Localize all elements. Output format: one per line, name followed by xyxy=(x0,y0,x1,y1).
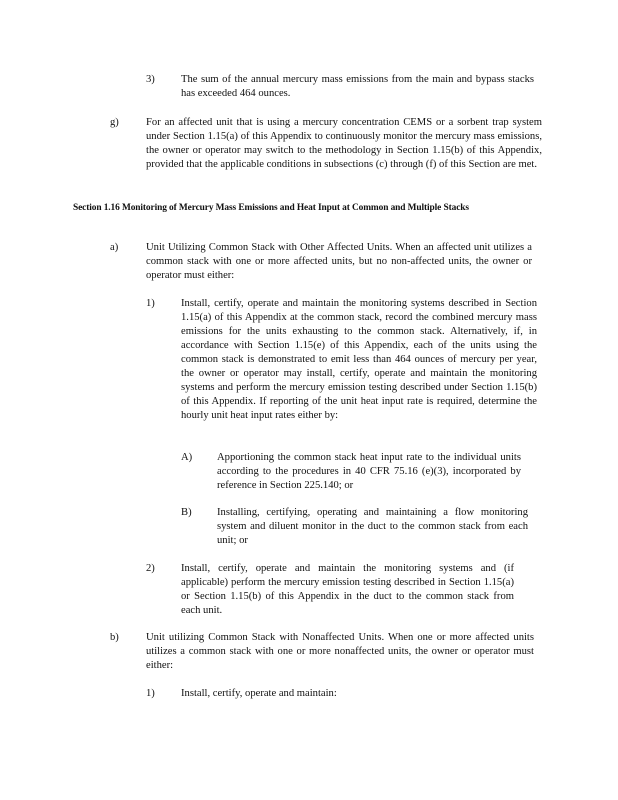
item-a-2-label: 2) xyxy=(146,563,155,574)
option-b-label: B) xyxy=(181,507,192,518)
item-b-1-label: 1) xyxy=(146,688,155,699)
item-a-2-text: Install, certify, operate and maintain the monitoring systems and (if applicable) perform the mercury emission testing described in Section 1.15(a) or Section 1.15(b) of this Appendix in the duct to the common stack from each unit. xyxy=(181,563,514,616)
item-a-1-text: Install, certify, operate and maintain the monitoring systems described in Section 1.15(a) of this Appendix at the common stack, record the combined mercury mass emissions for the units exhausting to the common stack. Alternatively, if, in accordance with Section 1.15(e) of this Appendix, each of the units using the common stack is demonstrated to emit less than 464 ounces of mercury per year, the owner or operator may install, certify, operate and maintain the monitoring systems and perform the mercury emission testing described under Section 1.15(b) of this Appendix. If reporting of the unit heat input rate is required, determine the hourly unit heat input rates either by: xyxy=(181,298,537,421)
item-a-text: Unit Utilizing Common Stack with Other Affected Units. When an affected unit utilizes a common stack with one or more affected units, but no non-affected units, the owner or operator must either: xyxy=(146,242,532,281)
item-3-label: 3) xyxy=(146,74,155,85)
option-a-label: A) xyxy=(181,452,193,463)
item-a-label: a) xyxy=(110,242,119,253)
item-b-text: Unit utilizing Common Stack with Nonaffected Units. When one or more affected units utilizes a common stack with one or more nonaffected units, the owner or operator must either: xyxy=(146,632,534,671)
item-b-label: b) xyxy=(110,632,119,643)
item-g-label: g) xyxy=(110,117,119,128)
item-g-text: For an affected unit that is using a mercury concentration CEMS or a sorbent trap system under Section 1.15(a) of this Appendix to continuously monitor the mercury mass emissions, the owner or operator may switch to the methodology in Section 1.15(b) of this Appendix, provided that the applicable conditions in subsections (c) through (f) of this Section are met. xyxy=(146,117,542,170)
option-a-text: Apportioning the common stack heat input rate to the individual units according to the procedures in 40 CFR 75.16 (e)(3), incorporated by reference in Section 225.140; or xyxy=(217,452,521,491)
item-3-text: The sum of the annual mercury mass emissions from the main and bypass stacks has exceeded 464 ounces. xyxy=(181,74,534,99)
item-a-1-label: 1) xyxy=(146,298,155,309)
item-b-1-text: Install, certify, operate and maintain: xyxy=(181,688,337,699)
section-heading: Section 1.16 Monitoring of Mercury Mass Emissions and Heat Input at Common and Multiple Stacks xyxy=(73,203,469,213)
option-b-text: Installing, certifying, operating and maintaining a flow monitoring system and diluent monitor in the duct to the common stack from each unit; or xyxy=(217,507,528,546)
